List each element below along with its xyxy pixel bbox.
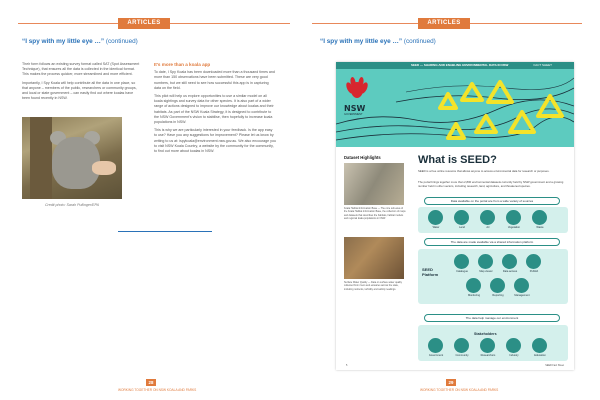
paragraph: This pilot will help us explore opportunities to use a similar model on all koala sightings and survey data for other species. It is also part of a wider range of actions designed to improve our knowledge about koalas and their habitats. As part of the NSW Koala Strategy, it is designed to contribute to the NSW Government's vision to stabilise, then hopefully to increase koala populations in NSW. [154, 94, 274, 125]
community-icon [454, 338, 469, 353]
seed-platform-label: SEED Platform [422, 267, 439, 277]
stakeholder-label: Community [455, 354, 469, 357]
platform-label: Map viewer [479, 270, 493, 273]
source-label: Water [432, 226, 440, 229]
dataset-highlights-title: Dataset Highlights [344, 155, 381, 160]
page-number: 29 [446, 379, 456, 386]
paragraph: To date, I Spy Koala has been downloaded more than a thousand times and more than 150 observations have been submitted. These are very good numbers, but we still need to see how successful this app is in capturing data on the field. [154, 70, 275, 90]
koala-photo [22, 117, 122, 199]
divider [118, 231, 212, 232]
platform-label: Data access [502, 270, 518, 273]
catalogue-icon [454, 254, 469, 269]
dataset-caption: Surface Water Quality — Data on surface water quality collected from rivers and estuaries across the state, including nutrients, turbidity and salinity readings. [344, 281, 402, 291]
source-label: Waste [536, 226, 544, 229]
platform-label: Catalogue [456, 270, 468, 273]
stakeholder-label: Education [534, 354, 546, 357]
waste-icon [532, 210, 547, 225]
researchers-icon [480, 338, 495, 353]
source-label: Vegetation [507, 226, 521, 229]
article-title-continued: (continued) [105, 38, 138, 45]
poster-series-title: SEED — SHARING AND ENABLING ENVIRONMENTAL DATA IN NSW [411, 63, 509, 67]
platform-label: Publish [529, 270, 539, 273]
photo-credit: Credit photo: Sarah Pullinger/EPA [44, 203, 100, 207]
waratah-logo-icon [342, 74, 372, 104]
vegetation-icon [506, 210, 521, 225]
dataset-photo-water [344, 237, 404, 279]
map-viewer-icon [478, 254, 493, 269]
water-icon [428, 210, 443, 225]
poster-page-number: 5 [346, 364, 348, 367]
platform-label: Management [514, 294, 530, 297]
education-icon [532, 338, 547, 353]
source-label: Land [459, 226, 465, 229]
article-title [320, 38, 436, 45]
right-column [154, 62, 276, 157]
monitoring-icon [466, 278, 481, 293]
seed-title: What is SEED? [418, 154, 497, 166]
platform-label: Monitoring [467, 294, 481, 297]
poster-footer: SEED Fact Sheet [545, 364, 564, 367]
reporting-icon [490, 278, 505, 293]
government-icon [428, 338, 443, 353]
section-tab: ARTICLES [418, 18, 470, 29]
stakeholder-label: Government [428, 354, 444, 357]
article-title-quote: “I spy with my little eye …” [22, 38, 105, 45]
left-column [22, 62, 142, 104]
poster-hero [336, 62, 574, 147]
subheading: It's more than a koala app [154, 62, 211, 67]
data-access-icon [502, 254, 517, 269]
source-label: Air [486, 226, 490, 229]
paragraph: Their form follows an existing survey format called SAT (Spot Assessment Technique), that ensures all the data is collected in the identical format. This makes the process quicker, more streamlined and more efficient. [22, 62, 140, 77]
seed-description: SEED is a free online resource that allows anyone to access environmental data for research or purposes. [418, 169, 550, 173]
land-icon [454, 210, 469, 225]
paragraph: Importantly, I Spy Koala will help contribute all the data in one place, so that anyone – members of the public, researchers or community groups, and local or state government – can easily find out where koalas have been found recently in NSW. [22, 80, 137, 101]
flow-bar-manage: The data help manage our environment [424, 314, 560, 322]
article-title [22, 38, 138, 45]
management-icon [514, 278, 529, 293]
dataset-photo-koala [344, 163, 404, 205]
section-tab: ARTICLES [118, 18, 170, 29]
stakeholder-label: Researchers [480, 354, 496, 357]
platform-label: Reporting [492, 294, 504, 297]
publish-icon [526, 254, 541, 269]
page-footer: WORKING TOGETHER ON NSW KOALA AND PARKS [118, 388, 197, 392]
stakeholder-label: Industry [509, 354, 519, 357]
industry-icon [506, 338, 521, 353]
page-footer: WORKING TOGETHER ON NSW KOALA AND PARKS [420, 388, 499, 392]
poster-type: FACT SHEET [533, 63, 552, 67]
nsw-government-label: GOVERNMENT [344, 113, 363, 116]
article-title-quote: “I spy with my little eye …” [320, 38, 403, 45]
page-number: 28 [146, 379, 156, 386]
flow-bar-sources: Data available on the portal are from a wide variety of sources [424, 197, 560, 205]
flow-bar-platform: The data are made available via a shared information platform [424, 238, 560, 246]
paragraph: This is why we are particularly interested in your feedback. Is the app easy to use? Have you any suggestions for improvement? Please let us know by writing to us at: ispykoala@environment.nsw.gov.au. We also encourage you to visit NSW Koala Country, a website by the community for the community, to find out more about koalas in NSW. [154, 128, 276, 154]
nsw-wordmark: NSW [344, 104, 366, 113]
air-icon [480, 210, 495, 225]
seed-fact-sheet [336, 62, 574, 370]
article-title-continued: (continued) [403, 38, 436, 45]
dataset-caption: Koala Habitat Information Base — The core sub-area of the Koala Habitat Information Base, the collection of maps and datasets that describes the habitats, habitat models and regional koala populations in NSW. [344, 207, 406, 221]
seed-description: The portal brings together more than 2,800 environmental datasets currently held by NSW government and a growing number held in other sectors, including research, land, agriculture, and threatened species. [418, 180, 564, 188]
stakeholders-title: Stakeholders [474, 332, 497, 336]
